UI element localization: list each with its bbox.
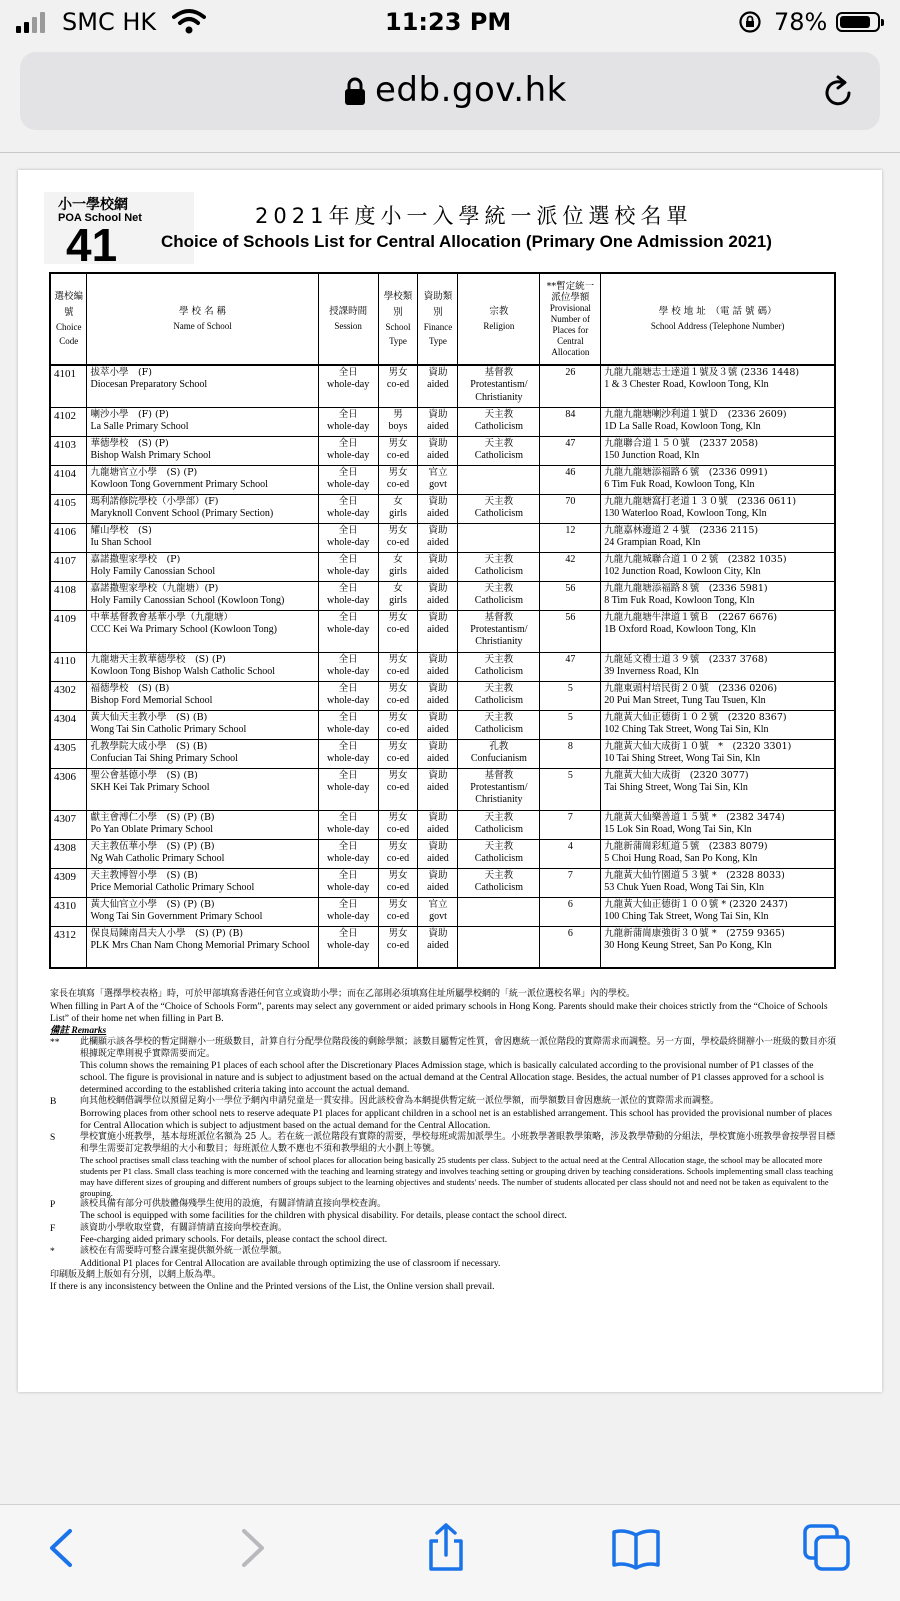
choice-code: 4304: [50, 710, 87, 739]
places-count: 6: [540, 897, 601, 926]
finance-type: 資助 aided: [418, 610, 458, 652]
session: 全日 whole-day: [318, 868, 378, 897]
places-count: 46: [540, 465, 601, 494]
school-type: 男女 co-ed: [378, 926, 418, 968]
finance-type: 資助 aided: [418, 552, 458, 581]
header-religion: 宗教 Religion: [458, 273, 540, 365]
clock: 11:23 PM: [385, 8, 512, 36]
school-type: 男女 co-ed: [378, 710, 418, 739]
religion: 天主教 Catholicism: [458, 552, 540, 581]
school-address: 九龍九龍塘志士達道１號及３號 (2336 1448) 1 & 3 Chester Road, Kowloon Tong, Kln: [601, 365, 835, 407]
document-title-zh: 2021年度小一入學統一派位選校名單: [255, 204, 693, 228]
school-type: 男女 co-ed: [378, 436, 418, 465]
school-name: 天主教伍華小學 (S) (P) (B) Ng Wah Catholic Primary School: [87, 839, 318, 868]
session: 全日 whole-day: [318, 810, 378, 839]
session: 全日 whole-day: [318, 681, 378, 710]
table-row: [50, 768, 835, 810]
places-count: 56: [540, 581, 601, 610]
session: 全日 whole-day: [318, 652, 378, 681]
choice-code: 4108: [50, 581, 87, 610]
table-row: [50, 552, 835, 581]
school-type: 男 boys: [378, 407, 418, 436]
choice-code: 4105: [50, 494, 87, 523]
choice-code: 4302: [50, 681, 87, 710]
header-type: 學校類別 School Type: [378, 273, 418, 365]
school-address: 九龍九龍塘窩打老道１３０號 (2336 0611) 130 Waterloo Road, Kowloon Tong, Kln: [601, 494, 835, 523]
session: 全日 whole-day: [318, 465, 378, 494]
school-name: 華德學校 (S) (P) Bishop Walsh Primary School: [87, 436, 318, 465]
remark-text-zh: 此欄顯示該各學校的暫定開辦小一班級數目，計算自行分配學位階段後的剩餘學額；該數目屬暫定性質，會因應統一派位階段的實際需求而調整。另一方面，學校最終開辦小一班級的數目亦須根據既定準則視乎實際需要而定。: [80, 1036, 837, 1059]
school-name: 黃大仙官立小學 (S) (P) (B) Wong Tai Sin Government Primary School: [87, 897, 318, 926]
remark-text-en: The school practises small class teaching with the number of school places for allocation being basically 25 students per class. Subject to the actual need at the Central Allocation stage, the school may be allocated more students per P1 class. Small class teaching is more concerned with the teaching and learning strategy and involves teaching setting or grouping driven by teaching considerations. Schools implementing small class teaching may have different sizes of grouping and different numbers of groups subject to the learning objectives and students' needs. The number of students allocated per class should not and need not be taken as equivalent to the grouping.: [80, 1155, 834, 1198]
school-address: 九龍聯合道１５０號 (2337 2058) 150 Junction Road, Kln: [601, 436, 835, 465]
remark-text-en: Fee-charging aided primary schools. For details, please contact the school direct.: [80, 1235, 388, 1246]
header-code: 選校編號 Choice Code: [50, 273, 87, 365]
remark-text-zh: 該校在有需要時可整合課室提供額外統一派位學額。: [80, 1246, 288, 1257]
choice-code: 4308: [50, 839, 87, 868]
table-row: [50, 739, 835, 768]
religion: 基督教 Protestantism/ Christianity: [458, 365, 540, 407]
school-name: 天主教博智小學 (S) (B) Price Memorial Catholic Primary School: [87, 868, 318, 897]
places-count: 7: [540, 810, 601, 839]
session: 全日 whole-day: [318, 552, 378, 581]
remark-text-zh: 該資助小學收取堂費，有關詳情請直接向學校查詢。: [80, 1222, 288, 1233]
school-type: 女 girls: [378, 581, 418, 610]
places-count: 42: [540, 552, 601, 581]
places-count: 84: [540, 407, 601, 436]
school-name: 保良局陳南昌夫人小學 (S) (P) (B) PLK Mrs Chan Nam Chong Memorial Primary School: [87, 926, 318, 968]
school-name: 嘉諾撒聖家學校（九龍塘）(P) Holy Family Canossian School (Kowloon Tong): [87, 581, 318, 610]
school-type: 男女 co-ed: [378, 681, 418, 710]
school-address: 九龍黃大仙正德街１０２號 (2320 8367) 102 Ching Tak Street, Wong Tai Sin, Kln: [601, 710, 835, 739]
bookmarks-icon[interactable]: [611, 1523, 661, 1573]
remark-marker: **: [50, 1037, 60, 1048]
session: 全日 whole-day: [318, 897, 378, 926]
places-count: 47: [540, 436, 601, 465]
finance-type: 資助 aided: [418, 436, 458, 465]
table-row: [50, 365, 835, 407]
session: 全日 whole-day: [318, 839, 378, 868]
places-count: 5: [540, 768, 601, 810]
school-type: 男女 co-ed: [378, 868, 418, 897]
finance-type: 官立 govt: [418, 897, 458, 926]
finance-type: 資助 aided: [418, 810, 458, 839]
religion: 天主教 Catholicism: [458, 407, 540, 436]
school-name: 九龍塘天主教華德學校 (S) (P) Kowloon Tong Bishop Walsh Catholic School: [87, 652, 318, 681]
school-name: 拔萃小學 (F) Diocesan Preparatory School: [87, 365, 318, 407]
signal-icon: [16, 12, 45, 33]
places-count: 12: [540, 523, 601, 552]
choice-code: 4310: [50, 897, 87, 926]
table-row: [50, 868, 835, 897]
carrier-name: SMC HK: [62, 8, 157, 36]
places-count: 5: [540, 710, 601, 739]
school-name: 喇沙小學 (F) (P) La Salle Primary School: [87, 407, 318, 436]
religion: [458, 926, 540, 968]
wifi-icon: [172, 8, 206, 34]
choice-code: 4309: [50, 868, 87, 897]
religion: 天主教 Catholicism: [458, 839, 540, 868]
school-name: 獻主會溥仁小學 (S) (P) (B) Po Yan Oblate Primary School: [87, 810, 318, 839]
badge-label-en: POA School Net: [58, 212, 142, 224]
intro-en: When filling in Part A of the “Choice of Schools Form”, parents may select any government or aided primary schools in Hong Kong. Parents should make their choices strictly from the “Choice of Schools List” of their home net when filling in Part B.: [50, 1001, 828, 1024]
session: 全日 whole-day: [318, 494, 378, 523]
choice-code: 4109: [50, 610, 87, 652]
school-type: 男女 co-ed: [378, 739, 418, 768]
finance-type: 資助 aided: [418, 407, 458, 436]
finance-type: 資助 aided: [418, 681, 458, 710]
lock-icon: [344, 76, 366, 106]
choice-code: 4305: [50, 739, 87, 768]
finance-type: 資助 aided: [418, 768, 458, 810]
school-type: 男女 co-ed: [378, 365, 418, 407]
school-type: 男女 co-ed: [378, 897, 418, 926]
footer-en: If there is any inconsistency between the Online and the Printed versions of the List, the Online version shall prevail.: [50, 1282, 495, 1293]
remark-text-en: This column shows the remaining P1 places of each school after the Discretionary Places Admission stage, which is basically calculated according to the provisional number of P1 classes of the school. The figure is provisional in nature and is subject to adjustment based on the actual demand at the Central Allocation stage. Besides, the actual number of P1 classes approved for a school is determined according to the established criteria taking into account the actual demand.: [80, 1061, 824, 1096]
choice-code: 4107: [50, 552, 87, 581]
school-type: 男女 co-ed: [378, 652, 418, 681]
remark-text-en: Borrowing places from other school nets to reserve adequate P1 places for applicant children in a school net is an established arrangement. This school has provided the provisional number of places for Central Allocation which is subject to adjustment based on the actual demand for the Central Allocation.: [80, 1109, 832, 1132]
school-name: 耀山學校 (S) Iu Shan School: [87, 523, 318, 552]
religion: 基督教 Protestantism/ Christianity: [458, 768, 540, 810]
religion: 天主教 Catholicism: [458, 710, 540, 739]
status-bar: [0, 0, 900, 44]
places-count: 26: [540, 365, 601, 407]
header-finance: 資助類別 Finance Type: [418, 273, 458, 365]
school-address: 九龍新蒲崗康強街３０號 * (2759 9365) 30 Hong Keung Street, San Po Kong, Kln: [601, 926, 835, 968]
places-count: 7: [540, 868, 601, 897]
session: 全日 whole-day: [318, 739, 378, 768]
school-name: 瑪利諾修院學校（小學部）(F) Maryknoll Convent School (Primary Section): [87, 494, 318, 523]
session: 全日 whole-day: [318, 523, 378, 552]
finance-type: 資助 aided: [418, 365, 458, 407]
remark-text-zh: 向其他校網借調學位以預留足夠小一學位予網內申請兒童是一貫安排。因此該校會為本網提供暫定統一派位學額，而學額數目會因應統一派位的實際需求而調整。: [80, 1096, 720, 1107]
school-type: 男女 co-ed: [378, 610, 418, 652]
finance-type: 資助 aided: [418, 839, 458, 868]
document-title-en: Choice of Schools List for Central Allocation (Primary One Admission 2021): [161, 232, 772, 251]
school-type: 男女 co-ed: [378, 523, 418, 552]
school-type: 女 girls: [378, 552, 418, 581]
address-bar[interactable]: [20, 52, 880, 130]
religion: [458, 523, 540, 552]
remark-item: [50, 1096, 840, 1132]
finance-type: 資助 aided: [418, 739, 458, 768]
religion: 天主教 Catholicism: [458, 581, 540, 610]
school-address: 九龍黃大仙大成街１０號 * (2320 3301) 10 Tai Shing Street, Wong Tai Sin, Kln: [601, 739, 835, 768]
session: 全日 whole-day: [318, 436, 378, 465]
religion: [458, 465, 540, 494]
session: 全日 whole-day: [318, 365, 378, 407]
table-row: [50, 465, 835, 494]
finance-type: 資助 aided: [418, 710, 458, 739]
choice-code: 4110: [50, 652, 87, 681]
browser-toolbar: [0, 1504, 900, 1601]
school-address: 九龍黃大仙正德街１００號 * (2320 2437) 100 Ching Tak Street, Wong Tai Sin, Kln: [601, 897, 835, 926]
school-address: 九龍九龍塘喇沙利道１號Ｄ (2336 2609) 1D La Salle Road, Kowloon Tong, Kln: [601, 407, 835, 436]
battery-percent: 78%: [774, 8, 828, 36]
back-icon[interactable]: [38, 1523, 88, 1573]
religion: 天主教 Catholicism: [458, 652, 540, 681]
table-row: [50, 436, 835, 465]
divider: [0, 152, 900, 153]
school-type: 男女 co-ed: [378, 810, 418, 839]
finance-type: 資助 aided: [418, 494, 458, 523]
finance-type: 資助 aided: [418, 868, 458, 897]
table-row: [50, 652, 835, 681]
places-count: 56: [540, 610, 601, 652]
header-session: 授課時間 Session: [318, 273, 378, 365]
choice-code: 4102: [50, 407, 87, 436]
places-count: 4: [540, 839, 601, 868]
remark-marker: F: [50, 1223, 56, 1234]
table-header-row: [50, 273, 835, 365]
religion: 天主教 Catholicism: [458, 494, 540, 523]
table-row: [50, 494, 835, 523]
school-name: 九龍塘官立小學 (S) (P) Kowloon Tong Government Primary School: [87, 465, 318, 494]
choice-code: 4103: [50, 436, 87, 465]
schools-table: [49, 272, 836, 969]
school-net-badge: [44, 192, 194, 271]
religion: 孔教 Confucianism: [458, 739, 540, 768]
finance-type: 資助 aided: [418, 926, 458, 968]
tabs-icon[interactable]: [802, 1523, 852, 1573]
table-row: [50, 407, 835, 436]
session: 全日 whole-day: [318, 926, 378, 968]
remark-marker: *: [50, 1247, 55, 1258]
school-type: 女 girls: [378, 494, 418, 523]
school-address: 九龍九龍塘添福路８號 (2336 5981) 8 Tim Fuk Road, Kowloon Tong, Kln: [601, 581, 835, 610]
choice-code: 4306: [50, 768, 87, 810]
header-address: 學 校 地 址 （電 話 號 碼） School Address (Telephone Number): [601, 273, 835, 365]
places-count: 47: [540, 652, 601, 681]
school-address: 九龍黃大仙樂善道１５號 * (2382 3474) 15 Lok Sin Road, Wong Tai Sin, Kln: [601, 810, 835, 839]
religion: 天主教 Catholicism: [458, 436, 540, 465]
session: 全日 whole-day: [318, 710, 378, 739]
school-address: 九龍新蒲崗彩虹道５號 (2383 8079) 5 Choi Hung Road, San Po Kong, Kln: [601, 839, 835, 868]
remark-marker: B: [50, 1097, 57, 1108]
session: 全日 whole-day: [318, 581, 378, 610]
remark-item: [50, 1132, 840, 1199]
remark-item: [50, 1223, 840, 1247]
badge-label-zh: 小一學校網: [58, 197, 128, 213]
header-name: 學 校 名 稱 Name of School: [87, 273, 318, 365]
religion: 天主教 Catholicism: [458, 810, 540, 839]
school-name: 聖公會基德小學 (S) (B) SKH Kei Tak Primary School: [87, 768, 318, 810]
school-address: 九龍東頭村培民街２０號 (2336 0206) 20 Pui Man Street, Tung Tau Tsuen, Kln: [601, 681, 835, 710]
religion: 天主教 Catholicism: [458, 868, 540, 897]
battery-icon: [836, 12, 880, 32]
choice-code: 4312: [50, 926, 87, 968]
finance-type: 官立 govt: [418, 465, 458, 494]
share-icon[interactable]: [421, 1523, 471, 1573]
table-row: [50, 897, 835, 926]
table-row: [50, 710, 835, 739]
school-name: 福德學校 (S) (B) Bishop Ford Memorial School: [87, 681, 318, 710]
table-row: [50, 581, 835, 610]
table-row: [50, 610, 835, 652]
table-row: [50, 523, 835, 552]
intro-zh: 家長在填寫「選擇學校表格」時，可於甲部填寫香港任何官立或資助小學；而在乙部則必須填寫住址所屬學校網的「統一派位選校名單」內的學校。: [50, 989, 636, 999]
badge-number: 41: [66, 219, 118, 271]
school-name: 中華基督教會基華小學（九龍塘） CCC Kei Wa Primary School (Kowloon Tong): [87, 610, 318, 652]
finance-type: 資助 aided: [418, 652, 458, 681]
remarks-section: [50, 989, 840, 1294]
religion: 基督教 Protestantism/ Christianity: [458, 610, 540, 652]
url-text[interactable]: edb.gov.hk: [375, 70, 567, 110]
choice-code: 4106: [50, 523, 87, 552]
remarks-heading: 備註 Remarks: [50, 1025, 107, 1036]
school-address: 九龍黃大仙竹園道５３號 * (2328 8033) 53 Chuk Yuen Road, Wong Tai Sin, Kln: [601, 868, 835, 897]
school-address: 九龍黃大仙大成街 (2320 3077) Tai Shing Street, Wong Tai Sin, Kln: [601, 768, 835, 810]
remark-text-en: Additional P1 places for Central Allocation are available through optimizing the use of classroom if necessary.: [80, 1258, 501, 1269]
school-name: 孔教學院大成小學 (S) (B) Confucian Tai Shing Primary School: [87, 739, 318, 768]
school-address: 九龍九龍塘添福路６號 (2336 0991) 6 Tim Fuk Road, Kowloon Tong, Kln: [601, 465, 835, 494]
school-name: 黃大仙天主教小學 (S) (B) Wong Tai Sin Catholic Primary School: [87, 710, 318, 739]
school-address: 九龍九龍塘牛津道１號Ｂ (2267 6676) 1B Oxford Road, Kowloon Tong, Kln: [601, 610, 835, 652]
choice-code: 4104: [50, 465, 87, 494]
finance-type: 資助 aided: [418, 581, 458, 610]
orientation-lock-icon: [738, 10, 762, 34]
document-page: [18, 170, 882, 1392]
places-count: 5: [540, 681, 601, 710]
remark-item: [50, 1246, 840, 1270]
places-count: 6: [540, 926, 601, 968]
session: 全日 whole-day: [318, 407, 378, 436]
school-address: 九龍九龍城聯合道１０２號 (2382 1035) 102 Junction Road, Kowloon City, Kln: [601, 552, 835, 581]
forward-icon[interactable]: [226, 1523, 276, 1573]
remark-marker: P: [50, 1199, 56, 1210]
religion: 天主教 Catholicism: [458, 681, 540, 710]
session: 全日 whole-day: [318, 768, 378, 810]
remark-marker: S: [50, 1133, 56, 1144]
remark-item: [50, 1199, 840, 1223]
places-count: 8: [540, 739, 601, 768]
places-count: 70: [540, 494, 601, 523]
remark-text-zh: 該校具備有部分可供肢體傷殘學生使用的設施，有關詳情請直接向學校查詢。: [80, 1198, 387, 1209]
school-address: 九龍嘉林邊道２４號 (2336 2115) 24 Grampian Road, Kln: [601, 523, 835, 552]
header-places: **暫定統一派位學額 Provisional Number of Places for Central Allocation: [540, 273, 601, 365]
table-row: [50, 681, 835, 710]
choice-code: 4307: [50, 810, 87, 839]
school-type: 男女 co-ed: [378, 465, 418, 494]
remark-text-en: The school is equipped with some facilities for the children with physical disability. For details, please contact the school direct.: [80, 1211, 567, 1222]
school-address: 九龍延文禮士道３９號 (2337 3768) 39 Inverness Road, Kln: [601, 652, 835, 681]
school-type: 男女 co-ed: [378, 839, 418, 868]
session: 全日 whole-day: [318, 610, 378, 652]
school-type: 男女 co-ed: [378, 768, 418, 810]
choice-code: 4101: [50, 365, 87, 407]
finance-type: 資助 aided: [418, 523, 458, 552]
remark-text-zh: 學校實施小班教學，基本每班派位名額為 25 人。若在統一派位階段有實際的需要，學校每班或需加派學生。小班教學著眼教學策略，涉及教學帶動的分組法，學校實施小班教學會按學習目標和學生需要訂定教學組的大小和數目；每班派位人數不應也不須和教學組的大小劃上等號。: [80, 1132, 836, 1154]
religion: [458, 897, 540, 926]
school-name: 嘉諾撒聖家學校 (P) Holy Family Canossian School: [87, 552, 318, 581]
table-row: [50, 926, 835, 968]
remark-item: [50, 1037, 840, 1097]
table-row: [50, 810, 835, 839]
table-row: [50, 839, 835, 868]
footer-zh: 印刷版及網上版如有分別，以網上版為準。: [50, 1269, 222, 1280]
reload-icon[interactable]: [820, 74, 856, 110]
